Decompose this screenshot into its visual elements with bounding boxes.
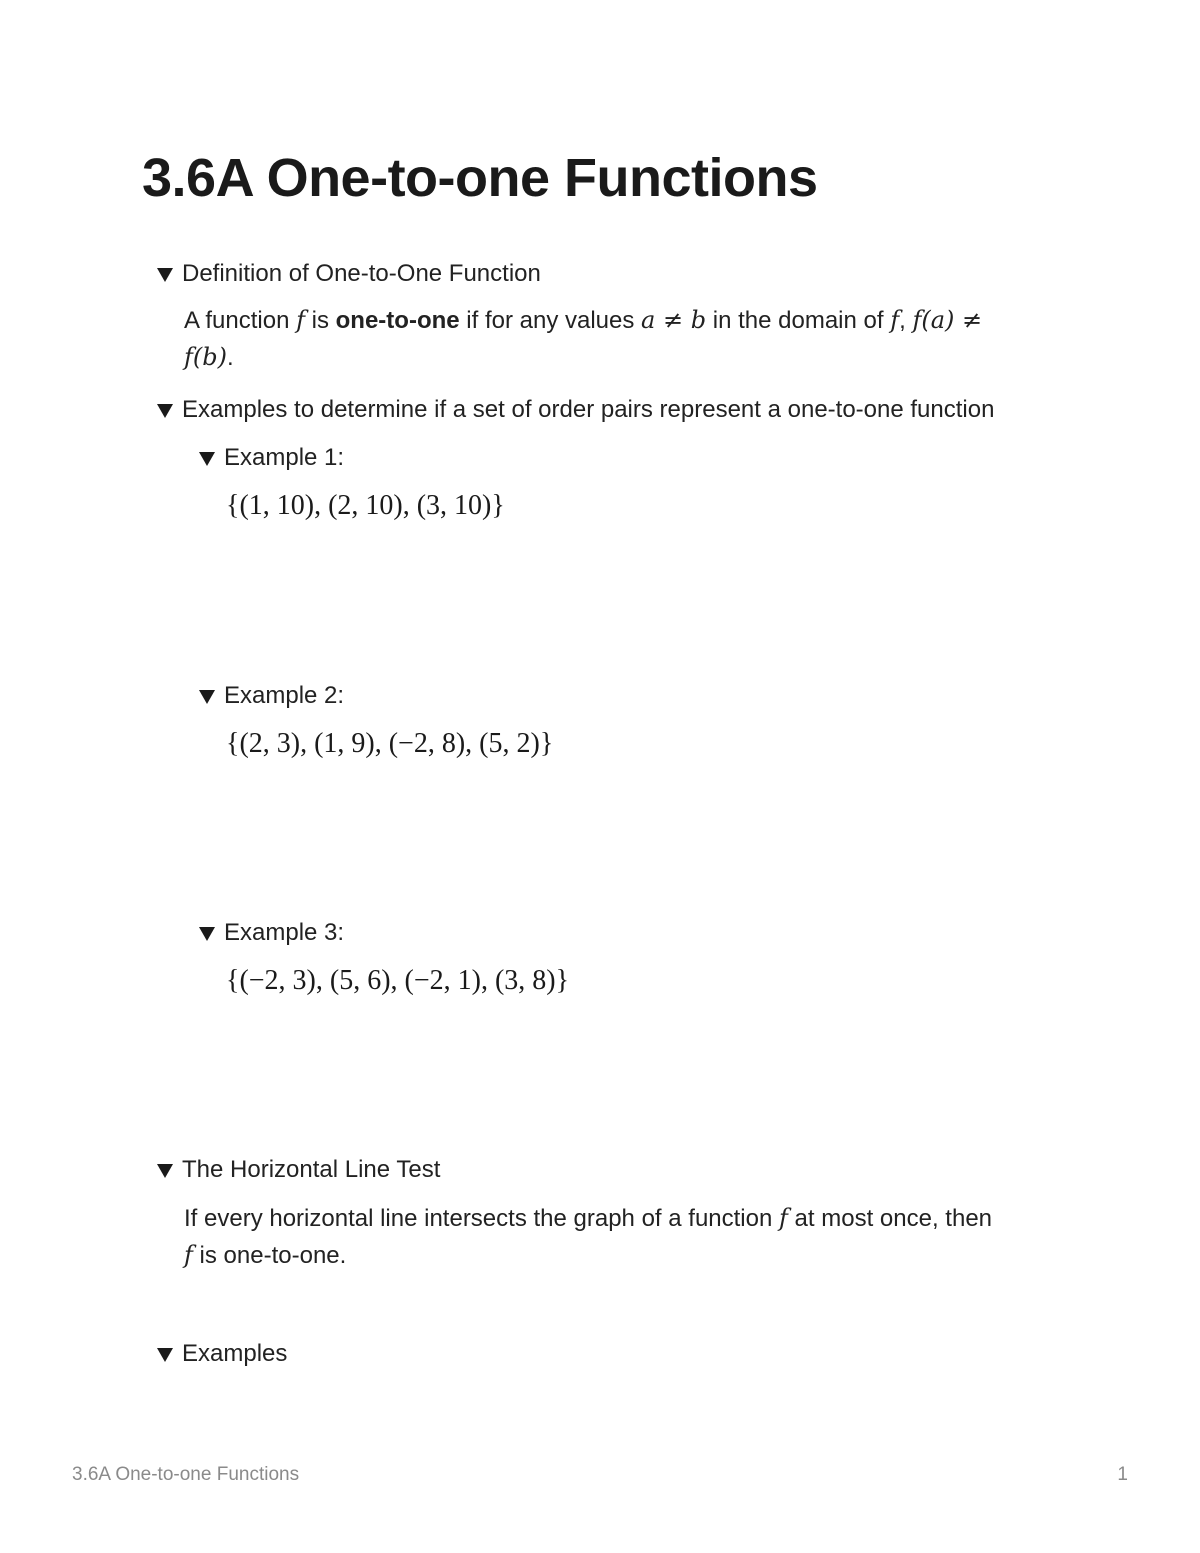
toggle-examples-label: Examples [182, 1340, 288, 1367]
text-fragment: is [304, 307, 336, 334]
definition-paragraph [184, 302, 1054, 376]
example-1-label: Example 1: [224, 444, 345, 471]
toggle-horizontal-line-test-heading: The Horizontal Line Test [182, 1156, 441, 1183]
footer-title: 3.6A One-to-one Functions [72, 1464, 300, 1485]
math-a-neq-b: a ≠ b [641, 306, 707, 334]
toggle-horizontal-line-test[interactable] [157, 1154, 440, 1186]
triangle-down-icon[interactable] [157, 268, 173, 282]
toggle-definition[interactable] [157, 258, 541, 290]
toggle-definition-heading: Definition of One-to-One Function [182, 260, 541, 287]
text-fragment: , [899, 307, 913, 334]
triangle-down-icon[interactable] [199, 927, 215, 941]
toggle-example-2[interactable] [199, 680, 344, 712]
math-f: f [184, 1241, 193, 1269]
toggle-examples-ordered-pairs[interactable] [157, 394, 994, 426]
math-f: f [296, 306, 305, 334]
text-fragment: is one-to-one. [192, 1242, 347, 1269]
math-f: f [890, 306, 900, 334]
triangle-down-icon[interactable] [157, 1348, 173, 1362]
math-f: f [779, 1204, 788, 1232]
text-fragment: at most once, then [787, 1205, 993, 1232]
toggle-example-3[interactable] [199, 917, 344, 949]
toggle-examples[interactable] [157, 1338, 287, 1370]
text-fragment: . [226, 344, 234, 371]
example-3-set: {(−2, 3), (5, 6), (−2, 1), (3, 8)} [226, 965, 570, 996]
toggle-example-1[interactable] [199, 442, 344, 474]
triangle-down-icon[interactable] [157, 404, 173, 418]
text-fragment: A function [184, 307, 297, 334]
footer-page-number: 1 [1117, 1464, 1128, 1485]
text-fragment: if for any values [459, 307, 642, 334]
math-fb: f(b) [184, 343, 227, 371]
horizontal-line-test-paragraph [184, 1200, 1054, 1274]
example-3-label: Example 3: [224, 919, 345, 946]
triangle-down-icon[interactable] [199, 452, 215, 466]
text-fragment: in the domain of [706, 307, 891, 334]
toggle-examples-heading: Examples to determine if a set of order pairs represent a one-to-one function [182, 396, 995, 423]
bold-term: one-to-one [335, 307, 460, 334]
example-1-set: {(1, 10), (2, 10), (3, 10)} [226, 490, 505, 521]
example-2-set: {(2, 3), (1, 9), (−2, 8), (5, 2)} [226, 728, 554, 759]
example-2-label: Example 2: [224, 682, 345, 709]
triangle-down-icon[interactable] [199, 690, 215, 704]
page-title: 3.6A One-to-one Functions [142, 148, 818, 208]
math-fa-neq: f(a) ≠ [912, 306, 983, 334]
triangle-down-icon[interactable] [157, 1164, 173, 1178]
text-fragment: If every horizontal line intersects the graph of a function [184, 1205, 779, 1232]
